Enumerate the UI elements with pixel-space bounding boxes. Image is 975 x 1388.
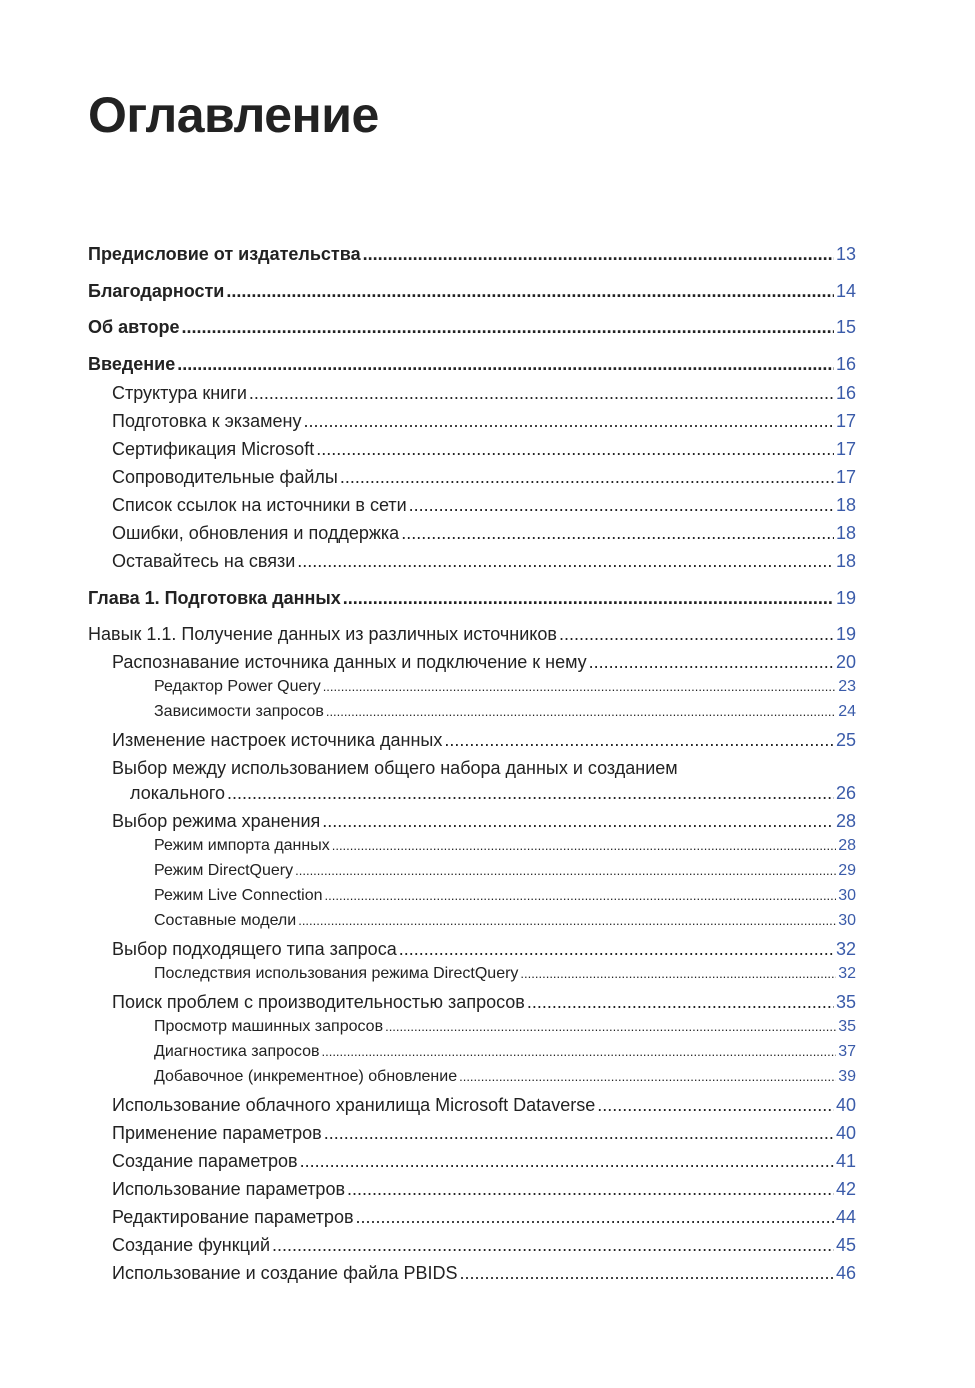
toc-entry[interactable] (154, 862, 856, 880)
toc-entry[interactable] (112, 411, 856, 432)
toc-entry[interactable] (112, 523, 856, 544)
toc-entry-title-line[interactable]: Выбор между использованием общего набора данных и созданием (112, 758, 678, 778)
dot-leader (325, 888, 837, 903)
toc-page-number[interactable]: 35 (838, 1018, 856, 1035)
toc-entry[interactable] (130, 783, 856, 804)
dot-leader (182, 317, 834, 338)
toc-page-number[interactable]: 19 (835, 588, 856, 608)
toc-page-number[interactable]: 18 (835, 551, 856, 571)
toc-page-number[interactable]: 46 (835, 1263, 856, 1283)
dot-leader (303, 411, 834, 432)
toc-entry-title: Режим импорта данных (154, 837, 330, 854)
toc-page-number[interactable]: 40 (835, 1123, 856, 1143)
dot-leader (363, 244, 834, 265)
toc-page-number[interactable]: 29 (838, 862, 856, 879)
toc-entry-title: Список ссылок на источники в сети (112, 495, 407, 515)
toc-entry[interactable] (154, 703, 856, 721)
toc-page-number[interactable]: 39 (838, 1068, 856, 1085)
dot-leader (249, 383, 834, 404)
toc-entry-title: Поиск проблем с производительностью запросов (112, 992, 525, 1012)
toc-page-number[interactable]: 17 (835, 439, 856, 459)
toc-page-number[interactable]: 18 (835, 495, 856, 515)
toc-entry[interactable] (112, 1235, 856, 1256)
toc-entry[interactable] (88, 354, 856, 375)
dot-leader (326, 704, 836, 719)
toc-entry-title: Диагностика запросов (154, 1043, 320, 1060)
toc-entry-title: Применение параметров (112, 1123, 322, 1143)
toc-entry-title: Редактор Power Query (154, 678, 321, 695)
toc-page-number[interactable]: 13 (835, 244, 856, 264)
toc-entry[interactable] (112, 1179, 856, 1200)
toc-entry-title: Выбор режима хранения (112, 811, 321, 831)
dot-leader (322, 811, 834, 832)
toc-entry[interactable] (154, 887, 856, 905)
page-title: Оглавление (88, 87, 379, 143)
toc-entry[interactable] (112, 939, 856, 960)
toc-entry-title: Режим DirectQuery (154, 862, 294, 879)
toc-page-number[interactable]: 16 (835, 354, 856, 374)
toc-entry-title: Составные модели (154, 912, 297, 929)
toc-entry[interactable] (112, 551, 856, 572)
dot-leader (347, 1179, 834, 1200)
toc-entry[interactable] (154, 1018, 856, 1036)
dot-leader (332, 838, 836, 853)
toc-page-number[interactable]: 40 (835, 1095, 856, 1115)
dot-leader (226, 281, 834, 302)
dot-leader (298, 913, 836, 928)
dot-leader (589, 652, 834, 673)
dot-leader (295, 863, 836, 878)
toc-entry[interactable] (88, 588, 856, 609)
dot-leader (459, 1263, 833, 1284)
dot-leader (321, 1044, 836, 1059)
toc-entry-title: Создание параметров (112, 1151, 298, 1171)
toc-entry-title: Сопроводительные файлы (112, 467, 338, 487)
toc-entry-title: Редактирование параметров (112, 1207, 354, 1227)
toc-entry-title: Благодарности (88, 281, 225, 301)
toc-entry[interactable] (112, 992, 856, 1013)
toc-page-number[interactable]: 14 (835, 281, 856, 301)
toc-page-number[interactable]: 42 (835, 1179, 856, 1199)
toc-page-number[interactable]: 28 (835, 811, 856, 831)
toc-entry[interactable] (154, 837, 856, 855)
toc-entry-title: Распознавание источника данных и подключение к нему (112, 652, 587, 672)
toc-entry-title: Подготовка к экзамену (112, 411, 302, 431)
toc-entry[interactable] (154, 912, 856, 930)
dot-leader (597, 1095, 834, 1116)
toc-entry[interactable] (112, 652, 856, 673)
toc-page-number[interactable]: 37 (838, 1043, 856, 1060)
dot-leader (323, 679, 837, 694)
dot-leader (297, 551, 834, 572)
toc-entry[interactable] (88, 244, 856, 265)
dot-leader (385, 1019, 836, 1034)
toc-page-number[interactable]: 18 (835, 523, 856, 543)
dot-leader (401, 523, 834, 544)
toc-entry-title: Просмотр машинных запросов (154, 1018, 384, 1035)
toc-entry-title: Последствия использования режима DirectQuery (154, 965, 519, 982)
toc-entry[interactable] (88, 317, 856, 338)
toc-page-number[interactable]: 24 (838, 703, 856, 720)
toc-page-number[interactable]: 30 (838, 887, 856, 904)
toc-entry[interactable] (88, 624, 856, 645)
toc-entry-title: Использование параметров (112, 1179, 346, 1199)
toc-entry-title: Использование облачного хранилища Microsoft Dataverse (112, 1095, 596, 1115)
dot-leader (177, 354, 834, 375)
toc-entry[interactable] (112, 730, 856, 751)
dot-leader (409, 495, 834, 516)
toc-entry[interactable] (112, 383, 856, 404)
toc-entry[interactable] (154, 678, 856, 696)
toc-page-number[interactable]: 15 (835, 317, 856, 337)
toc-entry-title: Предисловие от издательства (88, 244, 361, 264)
toc-entry-title: Выбор подходящего типа запроса (112, 939, 397, 959)
toc-entry-title: Изменение настроек источника данных (112, 730, 443, 750)
toc-entry-title: Зависимости запросов (154, 703, 324, 720)
toc-page-number[interactable]: 23 (838, 678, 856, 695)
toc-page-number[interactable]: 17 (835, 467, 856, 487)
dot-leader (343, 588, 834, 609)
toc-entry-title: Создание функций (112, 1235, 271, 1255)
toc-page-number[interactable]: 16 (835, 383, 856, 403)
dot-leader (559, 624, 834, 645)
toc-entry-title: Ошибки, обновления и поддержка (112, 523, 400, 543)
toc-entry-title: Об авторе (88, 317, 180, 337)
toc-entry-title: Оставайтесь на связи (112, 551, 296, 571)
dot-leader (399, 939, 834, 960)
dot-leader (356, 1207, 834, 1228)
toc-page-number[interactable]: 17 (835, 411, 856, 431)
dot-leader (300, 1151, 834, 1172)
toc-entry-title: Сертификация Microsoft (112, 439, 315, 459)
toc-entry-title: Навык 1.1. Получение данных из различных источников (88, 624, 557, 644)
dot-leader (527, 992, 834, 1013)
toc-page-number[interactable]: 26 (835, 783, 856, 803)
toc-entry[interactable] (112, 1263, 856, 1284)
toc-page-number[interactable]: 35 (835, 992, 856, 1012)
toc-entry[interactable] (112, 811, 856, 832)
toc-entry[interactable] (112, 467, 856, 488)
toc-entry[interactable] (112, 1095, 856, 1116)
toc-entry[interactable] (88, 281, 856, 302)
toc-entry[interactable] (154, 965, 856, 983)
dot-leader (459, 1069, 836, 1084)
dot-leader (324, 1123, 834, 1144)
toc-entry[interactable] (112, 495, 856, 516)
dot-leader (272, 1235, 834, 1256)
dot-leader (316, 439, 834, 460)
dot-leader (520, 966, 836, 981)
toc-page-number[interactable]: 44 (835, 1207, 856, 1227)
dot-leader (340, 467, 834, 488)
toc-page-number[interactable]: 45 (835, 1235, 856, 1255)
toc-entry-title: Добавочное (инкрементное) обновление (154, 1068, 458, 1085)
toc-page-number[interactable]: 41 (835, 1151, 856, 1171)
toc-page-number[interactable]: 32 (838, 965, 856, 982)
toc-entry-title: Введение (88, 354, 176, 374)
toc-page-number[interactable]: 32 (835, 939, 856, 959)
toc-entry-title: Структура книги (112, 383, 247, 403)
toc-entry-title: Режим Live Connection (154, 887, 323, 904)
dot-leader (444, 730, 834, 751)
toc-page-number[interactable]: 25 (835, 730, 856, 750)
toc-entry-title: Использование и создание файла PBIDS (112, 1263, 458, 1283)
toc-entry[interactable] (154, 1043, 856, 1061)
toc-entry[interactable] (154, 1068, 856, 1086)
toc-entry-title: локального (130, 783, 226, 803)
toc-entry-title: Глава 1. Подготовка данных (88, 588, 341, 608)
toc-page-number[interactable]: 19 (835, 624, 856, 644)
toc-page-number[interactable]: 30 (838, 912, 856, 929)
dot-leader (227, 783, 834, 804)
toc-entry[interactable] (112, 1123, 856, 1144)
toc-entry[interactable] (112, 439, 856, 460)
toc-page-number[interactable]: 28 (838, 837, 856, 854)
toc-entry[interactable] (112, 1207, 856, 1228)
toc-page-number[interactable]: 20 (835, 652, 856, 672)
toc-entry[interactable] (112, 1151, 856, 1172)
